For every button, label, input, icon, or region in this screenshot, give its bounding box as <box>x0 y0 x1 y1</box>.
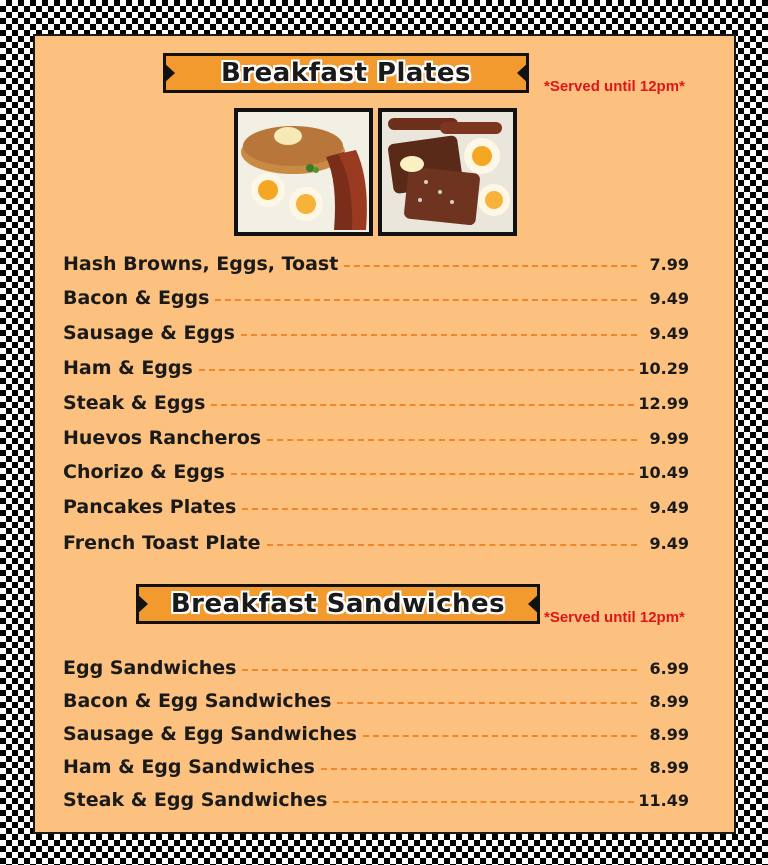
item-price: 10.29 <box>638 358 689 378</box>
item-name: Egg Sandwiches <box>63 657 237 679</box>
served-until-note: *Served until 12pm* <box>544 609 685 626</box>
item-name: French Toast Plate <box>63 532 261 554</box>
item-name: Pancakes Plates <box>63 496 237 518</box>
dotted-leader <box>242 669 637 671</box>
item-name: Sausage & Eggs <box>63 322 235 344</box>
dotted-leader <box>344 265 637 267</box>
item-price: 11.49 <box>638 790 689 810</box>
breakfast-sandwiches-banner <box>136 584 540 624</box>
menu-item <box>63 721 689 747</box>
item-name: Ham & Egg Sandwiches <box>63 756 315 778</box>
menu-item <box>63 390 689 416</box>
french-toast-sausage-eggs-photo <box>378 108 517 236</box>
menu-item <box>63 530 689 556</box>
dotted-leader <box>333 801 634 803</box>
menu-item <box>63 425 689 451</box>
item-name: Bacon & Eggs <box>63 287 210 309</box>
menu-item <box>63 688 689 714</box>
dotted-leader <box>215 299 637 301</box>
banner-notch-left <box>163 62 175 84</box>
dotted-leader <box>267 439 637 441</box>
item-name: Ham & Eggs <box>63 357 193 379</box>
section-title: Breakfast Sandwiches <box>170 589 506 619</box>
item-name: Sausage & Egg Sandwiches <box>63 723 357 745</box>
menu-item <box>63 754 689 780</box>
menu-item <box>63 655 689 681</box>
menu-item <box>63 494 689 520</box>
dotted-leader <box>267 544 638 546</box>
menu-item <box>63 787 689 813</box>
item-price: 8.99 <box>649 757 689 777</box>
item-name: Steak & Eggs <box>63 392 206 414</box>
item-price: 9.49 <box>649 323 689 343</box>
dotted-leader <box>199 369 635 371</box>
menu-item <box>63 355 689 381</box>
section-title: Breakfast Plates <box>221 58 471 88</box>
item-name: Hash Browns, Eggs, Toast <box>63 253 339 275</box>
dotted-leader <box>241 334 637 336</box>
menu-item <box>63 251 689 277</box>
dotted-leader <box>363 735 637 737</box>
item-name: Huevos Rancheros <box>63 427 262 449</box>
dotted-leader <box>242 508 637 510</box>
item-name: Chorizo & Eggs <box>63 461 225 483</box>
menu-item <box>63 320 689 346</box>
served-until-note: *Served until 12pm* <box>544 78 685 95</box>
item-price: 8.99 <box>649 724 689 744</box>
menu-item <box>63 459 689 485</box>
item-name: Bacon & Egg Sandwiches <box>63 690 332 712</box>
item-price: 9.49 <box>649 288 689 308</box>
banner-notch-right <box>517 62 529 84</box>
item-price: 10.49 <box>638 462 689 482</box>
banner-notch-right <box>528 593 540 615</box>
item-price: 9.49 <box>649 533 689 553</box>
item-price: 7.99 <box>649 254 689 274</box>
item-name: Steak & Egg Sandwiches <box>63 789 328 811</box>
menu-item <box>63 285 689 311</box>
banner-notch-left <box>136 593 148 615</box>
item-price: 8.99 <box>649 691 689 711</box>
breakfast-plates-banner <box>163 53 529 93</box>
dotted-leader <box>231 473 635 475</box>
dotted-leader <box>321 768 637 770</box>
item-price: 9.49 <box>649 497 689 517</box>
dotted-leader <box>211 404 634 406</box>
dotted-leader <box>337 702 637 704</box>
item-price: 12.99 <box>638 393 689 413</box>
pancakes-bacon-eggs-photo <box>234 108 373 236</box>
item-price: 9.99 <box>649 428 689 448</box>
item-price: 6.99 <box>649 658 689 678</box>
